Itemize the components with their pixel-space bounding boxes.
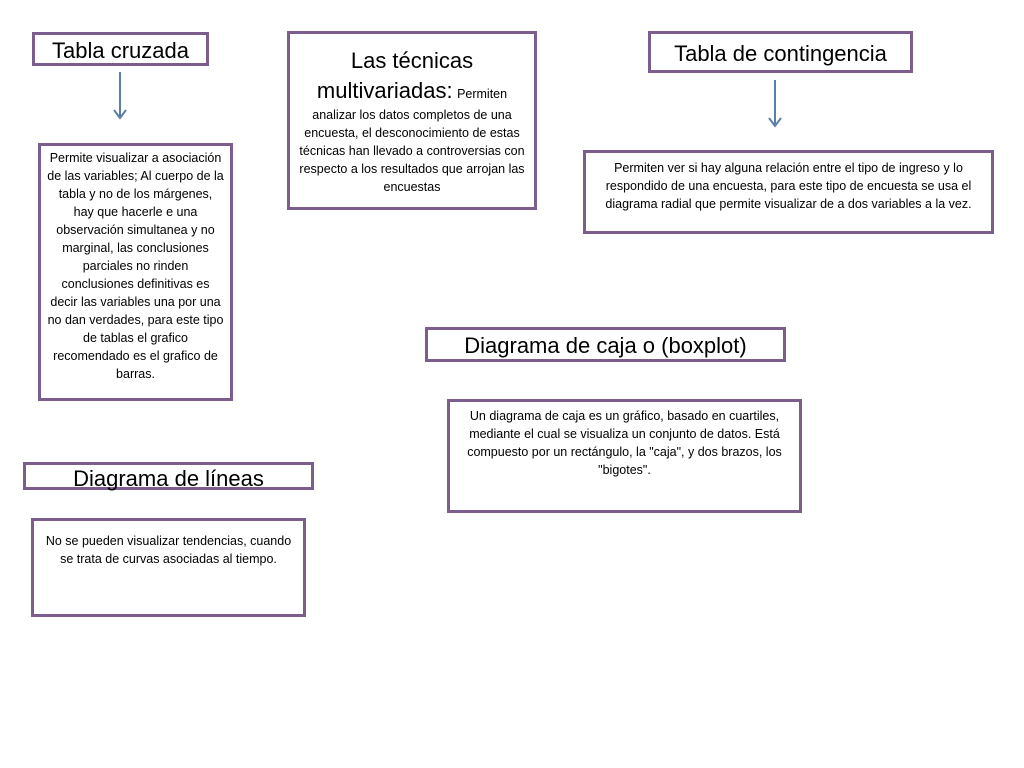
arrow-down-icon xyxy=(765,78,785,130)
tabla-contingencia-title: Tabla de contingencia xyxy=(648,31,913,73)
diagrama-lineas-description: No se pueden visualizar tendencias, cuando se trata de curvas asociadas al tiempo. xyxy=(31,518,306,617)
diagrama-lineas-title: Diagrama de líneas xyxy=(23,462,314,490)
tecnicas-multivariadas-box xyxy=(287,31,537,210)
diagrama-caja-description: Un diagrama de caja es un gráfico, basado en cuartiles, mediante el cual se visualiza un conjunto de datos. Está compuesto por un rectángulo, la "caja", y dos brazos, los "bigotes". xyxy=(447,399,802,513)
tabla-contingencia-description: Permiten ver si hay alguna relación entre el tipo de ingreso y lo respondido de una encuesta, para este tipo de encuesta se usa el diagrama radial que permite visualizar de a dos variables a la vez. xyxy=(583,150,994,234)
tabla-cruzada-title: Tabla cruzada xyxy=(32,32,209,66)
tecnicas-multivariadas-title: Las técnicas multivariadas: xyxy=(316,48,474,103)
arrow-down-icon xyxy=(110,70,130,122)
tabla-cruzada-description: Permite visualizar a asociación de las variables; Al cuerpo de la tabla y no de los márgenes, hay que hacerle e una observación simultanea y no marginal, las conclusiones parciales no rinden conclusiones definitivas es decir las variables una por una no dan verdades, para este tipo de tablas el grafico recomendado es el grafico de barras. xyxy=(38,143,233,401)
diagrama-caja-title: Diagrama de caja o (boxplot) xyxy=(425,327,786,362)
tecnicas-multivariadas-description: Permiten analizar los datos completos de una encuesta, el desconocimiento de estas técnicas han llevado a controversias con respecto a los resultados que arrojan las encuestas xyxy=(299,87,525,194)
